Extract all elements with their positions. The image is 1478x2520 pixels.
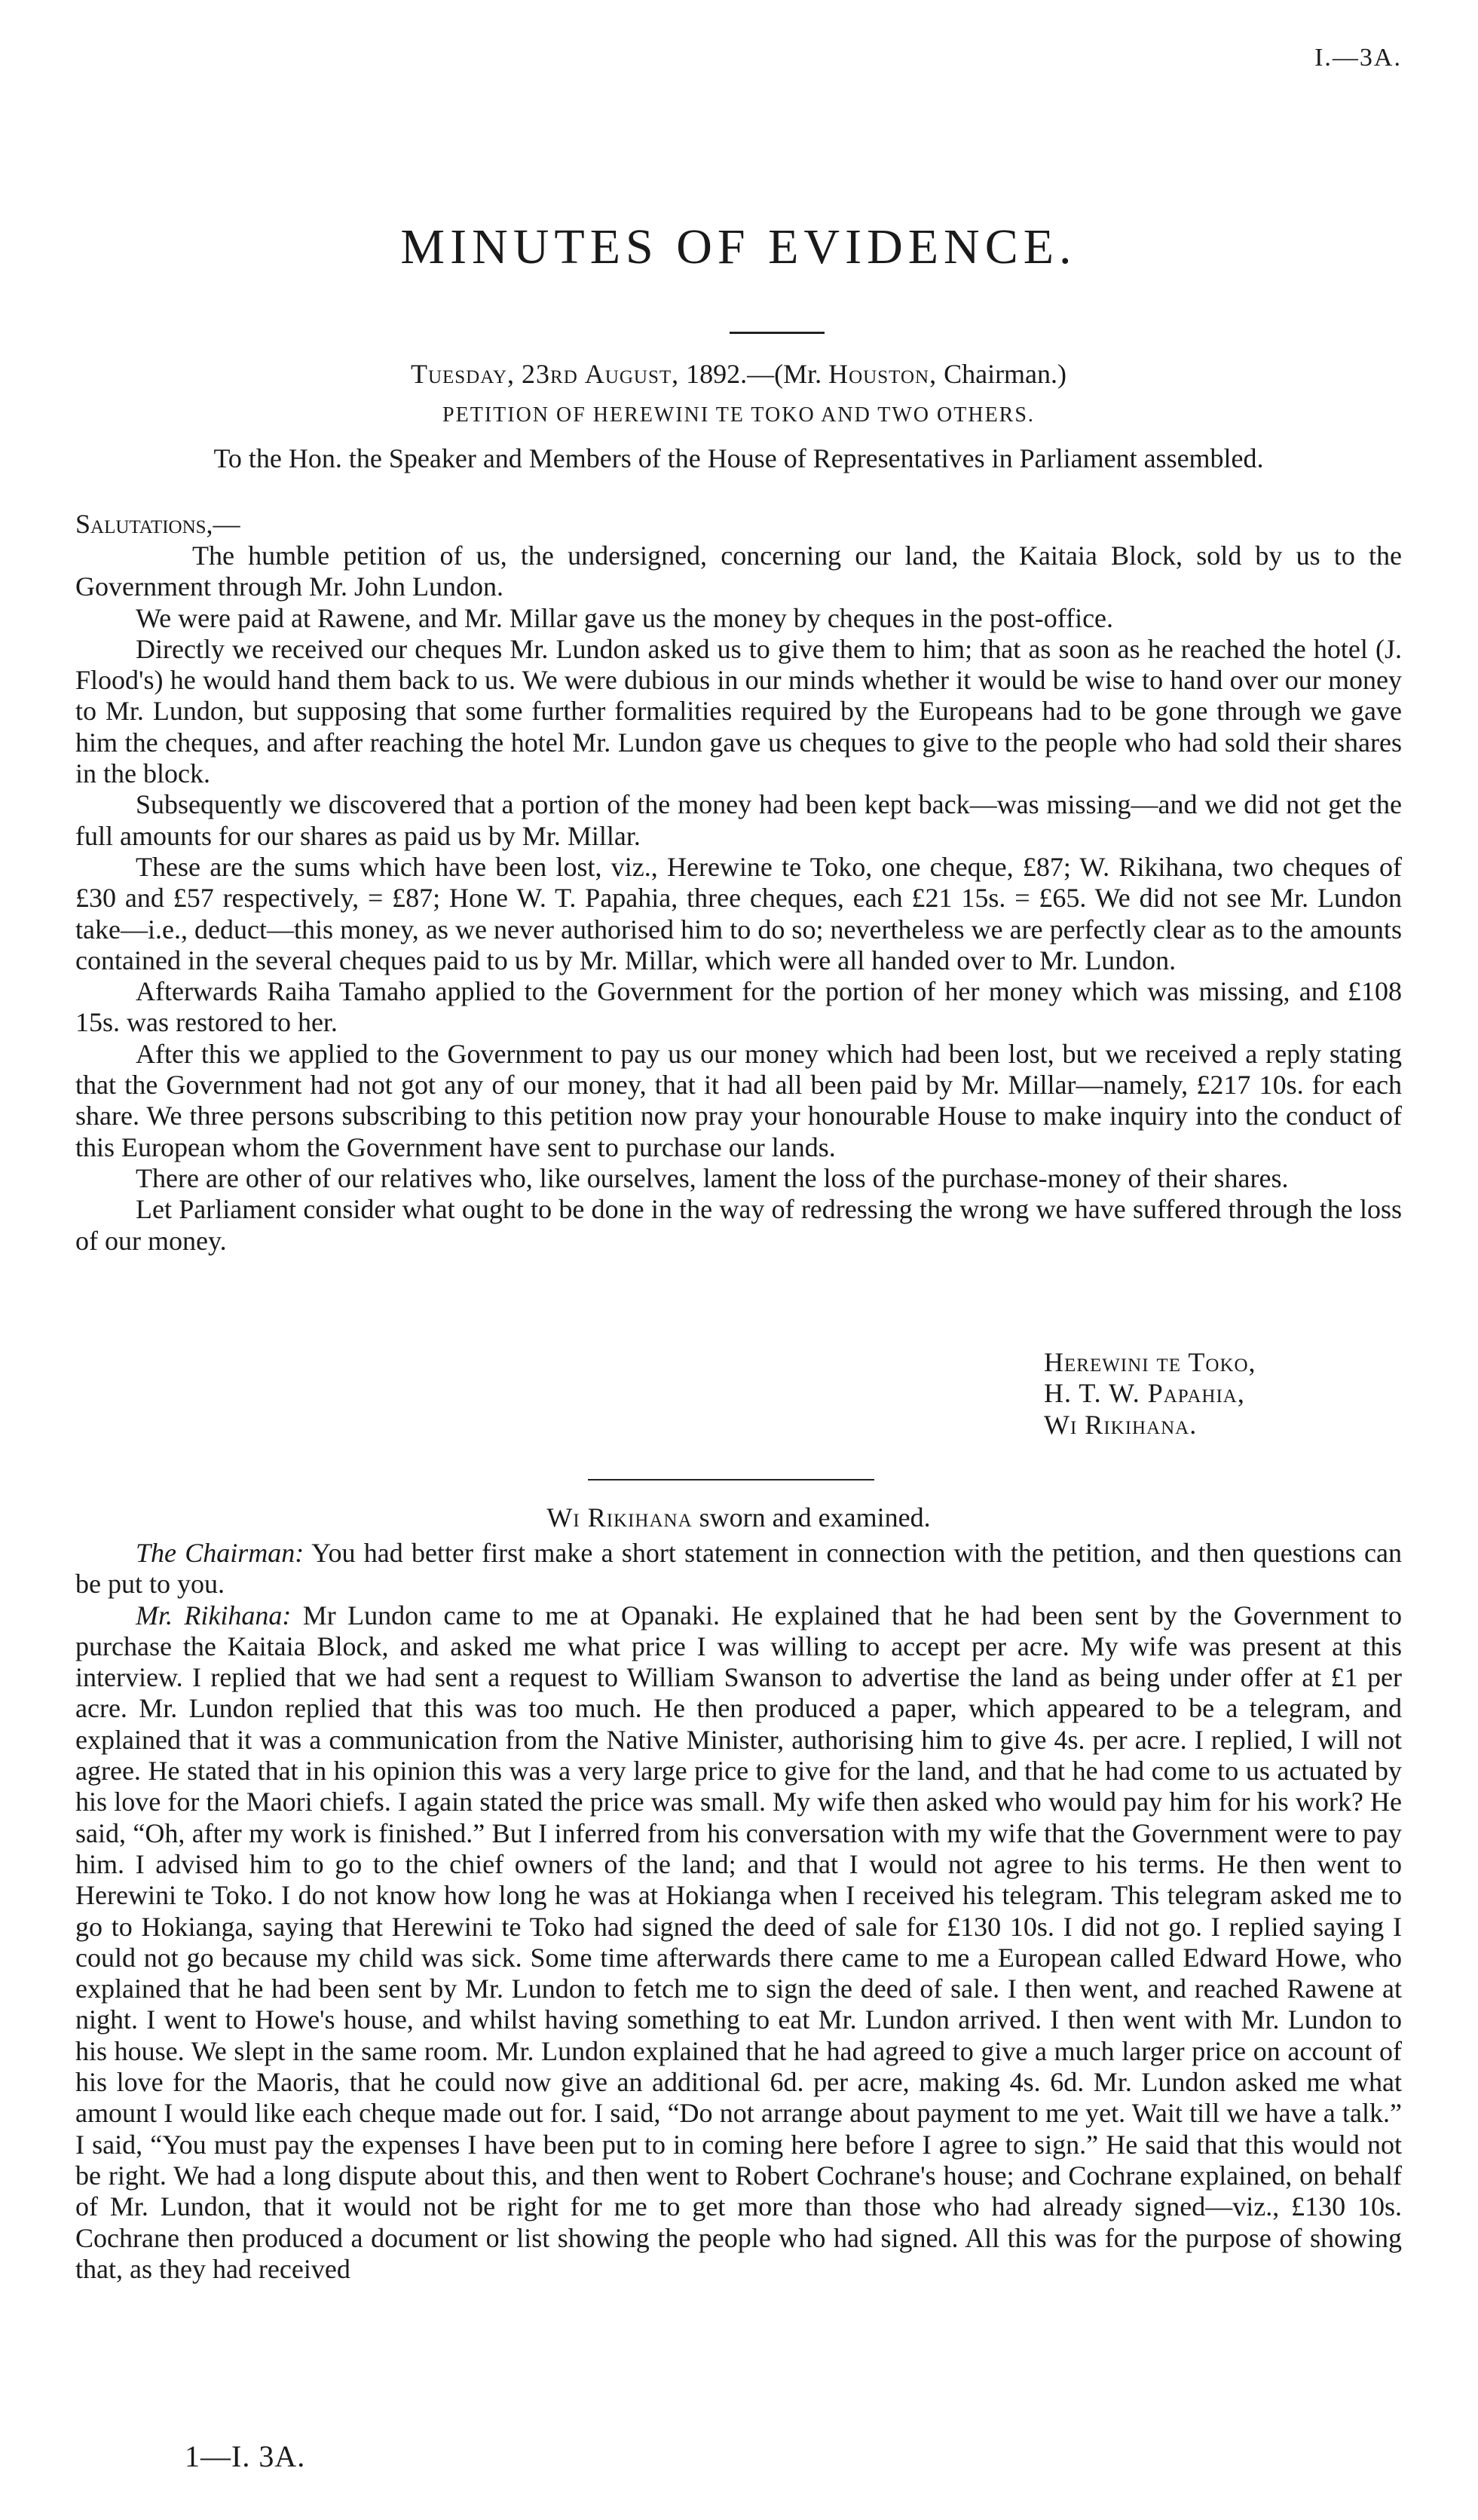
dateline-date: 23rd <box>522 359 578 389</box>
dateline-month: August, <box>584 359 680 389</box>
petition-paragraph: These are the sums which have been lost, viz., Herewine te Toko, one cheque, £87; W. Rikihana, two cheques of £30 and £57 respectively, = £87; Hone W. T. Papahia, three cheques, each £21 15s. = £65. We did not see Mr. Lundon take—i.e., deduct—this money, as we never authorised him to do so; nevertheless we are perfectly clear as to the amounts contained in the several cheques paid to us by Mr. Millar, which were all handed over to Mr. Lundon. <box>75 851 1402 975</box>
petition-paragraph: There are other of our relatives who, like ourselves, lament the loss of the purchase-money of their shares. <box>136 1162 1289 1193</box>
dateline <box>75 358 1402 390</box>
dateline-year: 1892.—(Mr. <box>686 359 822 389</box>
petition-address: To the Hon. the Speaker and Members of the House of Representatives in Parliament assembled. <box>213 443 1264 473</box>
dateline-day: Tuesday, <box>410 359 516 389</box>
evidence-paragraph <box>75 1600 1402 2286</box>
petition-paragraph: The humble petition of us, the undersigned, concerning our land, the Kaitaia Block, sold by us to the Government through Mr. John Lundon. <box>75 540 1402 602</box>
section-divider <box>588 1479 874 1480</box>
signatory: Wi Rikihana. <box>1044 1409 1198 1440</box>
petition-paragraph: Let Parliament consider what ought to be done in the way of redressing the wrong we have suffered through the loss of our money. <box>75 1194 1402 1256</box>
salutation: Salutations,— <box>75 509 240 539</box>
petition-paragraph: Directly we received our cheques Mr. Lundon asked us to give them to him; that as soon as he reached the hotel (J. Flood's) he would hand them back to us. We were dubious in our minds whether it would be wise to hand over our money to Mr. Lundon, but supposing that some further formalities required by the Europeans had to be gone through we gave him the cheques, and after reaching the hotel Mr. Lundon gave us cheques to give to the people who had sold their shares in the block. <box>75 633 1402 789</box>
evidence-speaker: Mr. Rikihana: <box>136 1600 292 1630</box>
page-reference: I.—3A. <box>1314 44 1402 72</box>
evidence-text: You had better first make a short statement in connection with the petition, and then questions can be put to you. <box>75 1538 1402 1600</box>
dateline-chair-name: Houston, <box>828 359 938 389</box>
petition-paragraph: Subsequently we discovered that a portion of the money had been kept back—was missing—and we did not get the full amounts for our shares as paid us by Mr. Millar. <box>75 789 1402 851</box>
witness-name: Wi Rikihana <box>546 1502 693 1533</box>
evidence-text: Mr Lundon came to me at Opanaki. He explained that he had been sent by the Government to purchase the Kaitaia Block, and asked me what price I was willing to accept per acre. My wife was present at this interview. I replied that we had sent a request to William Swanson to advertise the land as being under offer at £1 per acre. Mr. Lundon replied that this was too much. He then produced a paper, which appeared to be a telegram, and explained that it was a communication from the Native Minister, authorising him to give 4s. per acre. I replied, I will not agree. He stated that in his opinion this was a very large price to give for the land, and that he had come to us actuated by his love for the Maori chiefs. I again stated the price was small. My wife then asked who would pay him for his work? He said, “Oh, after my work is finished.” But I inferred from his conversation with my wife that the Government were to pay him. I advised him to go to the chief owners of the land; and that I would not agree to his terms. He then went to Herewini te Toko. I do not know how long he was at Hokianga when I received his telegram. This telegram asked me to go to Hokianga, saying that Herewini te Toko had signed the deed of sale for £130 10s. I did not go. I replied saying I could not go because my child was sick. Some time afterwards there came to me a European called Edward Howe, who explained that he had been sent by Mr. Lundon to fetch me to sign the deed of sale. I then went, and reached Rawene at night. I went to Howe's house, and whilst having something to eat Mr. Lundon arrived. I then went with Mr. Lundon to his house. We slept in the same room. Mr. Lundon explained that he had agreed to give a much larger price on account of his love for the Maoris, that he could now give an additional 6d. per acre, making 4s. 6d. Mr. Lundon asked me what amount I would like each cheque made out for. I said, “Do not arrange about payment to me yet. Wait till we have a talk.” I said, “You must pay the expenses I have been put to in coming here before I agree to sign.” He said that this would not be right. We had a long dispute about this, and then went to Robert Cochrane's house; and Cochrane explained, on behalf of Mr. Lundon, that it would not be right for me to get more than those who had already signed—viz., £130 10s. Cochrane then produced a document or list showing the people who had signed. All this was for the purpose of showing that, as they had received <box>75 1600 1403 2284</box>
evidence-body <box>75 1538 1402 2285</box>
title-rule <box>730 332 825 334</box>
evidence-speaker: The Chairman: <box>136 1538 304 1568</box>
printer-signature: 1—I. 3A. <box>185 2439 306 2473</box>
evidence-paragraph <box>75 1538 1402 1600</box>
document-page <box>75 30 1402 2488</box>
petition-heading: PETITION OF HEREWINI TE TOKO AND TWO OTHERS. <box>442 403 1035 427</box>
signatory: H. T. W. Papahia, <box>1044 1378 1245 1409</box>
sworn-line <box>75 1502 1402 1533</box>
sworn-text: sworn and examined. <box>699 1502 931 1533</box>
petition-body <box>75 540 1402 1257</box>
petition-paragraph: Afterwards Raiha Tamaho applied to the Government for the portion of her money which was missing, and £108 15s. was restored to her. <box>75 976 1402 1038</box>
petition-paragraph: After this we applied to the Government to pay us our money which had been lost, but we received a reply stating that the Government had not got any of our money, that it had all been paid by Mr. Millar—namely, £217 10s. for each share. We three persons subscribing to this petition now pray your honourable House to make inquiry into the conduct of this European whom the Government have sent to purchase our lands. <box>75 1038 1402 1162</box>
page-title: MINUTES OF EVIDENCE. <box>400 219 1077 274</box>
signatory: Herewini te Toko, <box>1044 1347 1256 1377</box>
petition-paragraph: We were paid at Rawene, and Mr. Millar gave us the money by cheques in the post-office. <box>136 602 1114 633</box>
signatories <box>1044 1347 1256 1441</box>
dateline-chair-role: Chairman.) <box>944 359 1067 389</box>
